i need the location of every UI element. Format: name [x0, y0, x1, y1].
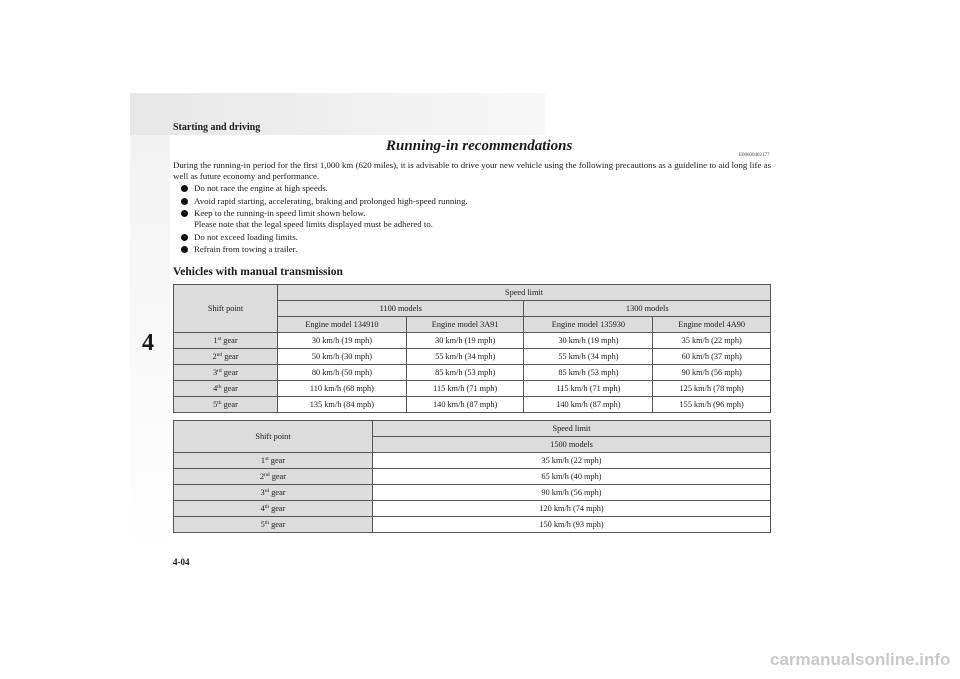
page-number: 4-04 — [173, 557, 190, 567]
precautions-list — [181, 183, 771, 257]
table-row — [174, 517, 771, 533]
reference-code: E00600402177 — [739, 153, 770, 158]
table-cell: 135 km/h (84 mph) — [278, 397, 407, 413]
table-cell: 60 km/h (37 mph) — [653, 349, 771, 365]
gear-label: 4th gear — [174, 501, 373, 517]
table-cell: 120 km/h (74 mph) — [373, 501, 771, 517]
table-cell: 55 km/h (34 mph) — [524, 349, 653, 365]
engine-header: Engine model 3A91 — [406, 317, 524, 333]
table-cell: 35 km/h (22 mph) — [373, 453, 771, 469]
gear-label: 2nd gear — [174, 469, 373, 485]
intro-paragraph: During the running-in period for the first 1,000 km (620 miles), it is advisable to drive your new vehicle using the following precautions as a guideline to aid long life as well as future economy and performance. — [173, 160, 771, 181]
gear-label: 4th gear — [174, 381, 278, 397]
table-cell: 90 km/h (56 mph) — [653, 365, 771, 381]
gear-label: 3rd gear — [174, 485, 373, 501]
gear-label: 1st gear — [174, 453, 373, 469]
table-row — [174, 397, 771, 413]
engine-header: Engine model 135930 — [524, 317, 653, 333]
engine-header: Engine model 134910 — [278, 317, 407, 333]
table-cell: 30 km/h (19 mph) — [524, 333, 653, 349]
manual-transmission-heading: Vehicles with manual transmission — [173, 266, 343, 278]
shift-point-header: Shift point — [174, 421, 373, 453]
list-item: Refrain from towing a trailer. — [181, 244, 771, 255]
table-cell: 115 km/h (71 mph) — [406, 381, 524, 397]
table-row — [174, 453, 771, 469]
table-row — [174, 381, 771, 397]
shift-point-header: Shift point — [174, 285, 278, 333]
gear-label: 5th gear — [174, 517, 373, 533]
list-item: Do not race the engine at high speeds. — [181, 183, 771, 194]
watermark: carmanualsonline.info — [770, 650, 951, 669]
table-row — [174, 485, 771, 501]
table-cell: 85 km/h (53 mph) — [406, 365, 524, 381]
table-row — [174, 501, 771, 517]
legal-note: Please note that the legal speed limits displayed must be adhered to. — [194, 219, 433, 229]
table-cell: 155 km/h (96 mph) — [653, 397, 771, 413]
speed-limit-table-1100-1300 — [173, 284, 771, 413]
gear-label: 3rd gear — [174, 365, 278, 381]
table-row — [174, 469, 771, 485]
table-cell: 50 km/h (30 mph) — [278, 349, 407, 365]
table-cell: 85 km/h (53 mph) — [524, 365, 653, 381]
table-cell: 55 km/h (34 mph) — [406, 349, 524, 365]
list-item: Avoid rapid starting, accelerating, braking and prolonged high-speed running. — [181, 196, 771, 207]
table-cell: 65 km/h (40 mph) — [373, 469, 771, 485]
chapter-number: 4 — [142, 330, 154, 356]
bullet-icon — [181, 246, 188, 253]
group-header: 1500 models — [373, 437, 771, 453]
list-item: Keep to the running-in speed limit shown below. Please note that the legal speed limits displayed must be adhered to. — [181, 208, 771, 230]
table-cell: 30 km/h (19 mph) — [278, 333, 407, 349]
gear-label: 5th gear — [174, 397, 278, 413]
group-header: 1300 models — [524, 301, 771, 317]
section-title: Starting and driving — [173, 122, 261, 133]
table-cell: 110 km/h (68 mph) — [278, 381, 407, 397]
gear-label: 2nd gear — [174, 349, 278, 365]
engine-header: Engine model 4A90 — [653, 317, 771, 333]
bullet-icon — [181, 234, 188, 241]
speed-limit-table-1500 — [173, 420, 771, 533]
group-header: 1100 models — [278, 301, 524, 317]
table-row — [174, 333, 771, 349]
table-cell: 30 km/h (19 mph) — [406, 333, 524, 349]
table-row — [174, 349, 771, 365]
table-cell: 90 km/h (56 mph) — [373, 485, 771, 501]
table-cell: 140 km/h (87 mph) — [406, 397, 524, 413]
table-cell: 35 km/h (22 mph) — [653, 333, 771, 349]
bullet-icon — [181, 185, 188, 192]
table-cell: 115 km/h (71 mph) — [524, 381, 653, 397]
gear-label: 1st gear — [174, 333, 278, 349]
table-cell: 150 km/h (93 mph) — [373, 517, 771, 533]
bullet-icon — [181, 198, 188, 205]
table-cell: 125 km/h (78 mph) — [653, 381, 771, 397]
table-cell: 140 km/h (87 mph) — [524, 397, 653, 413]
speed-limit-header: Speed limit — [373, 421, 771, 437]
list-item: Do not exceed loading limits. — [181, 232, 771, 243]
bullet-icon — [181, 210, 188, 217]
table-row — [174, 365, 771, 381]
table-cell: 80 km/h (50 mph) — [278, 365, 407, 381]
speed-limit-header: Speed limit — [278, 285, 771, 301]
page-title: Running-in recommendations — [386, 138, 573, 154]
